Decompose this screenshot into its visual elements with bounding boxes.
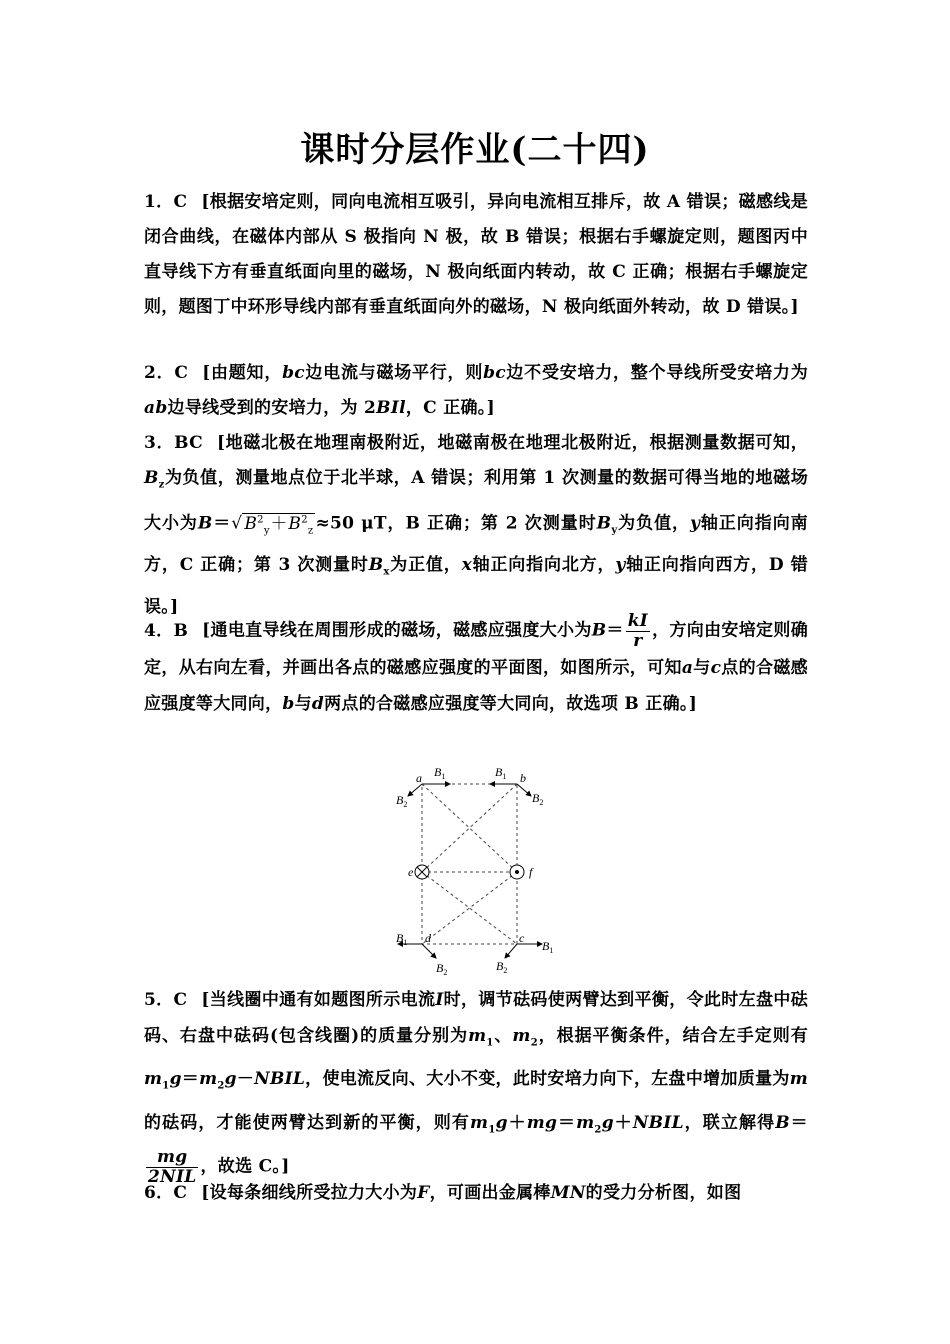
var: m — [512, 1026, 531, 1046]
label-b2-c: $B_2$ — [496, 959, 508, 975]
var: bc — [282, 363, 305, 383]
label-a: a — [416, 771, 422, 785]
current-into-page-icon — [415, 865, 429, 879]
var: B — [244, 514, 258, 535]
fraction — [626, 612, 650, 650]
text: 与 — [693, 658, 711, 679]
label-b1-d: $B_1$ — [396, 931, 408, 947]
subscript: z — [307, 525, 314, 537]
label-b1-c: $B_1$ — [542, 939, 554, 955]
text: ，使电流反向、大小不变，此时安培力向下，左盘中增加质量为 — [305, 1069, 790, 1090]
label-b2-b: $B_2$ — [532, 791, 544, 807]
sqrt-expression: √ $B^2_y+B^2_z$ — [231, 514, 314, 537]
text: 边导线受到的安培力，为 2 — [167, 398, 377, 418]
text: ，故选 C。] — [200, 1156, 290, 1177]
var: B — [368, 555, 384, 576]
subscript: y — [263, 525, 270, 537]
text: ≈50 μT，B 正确；第 2 次测量时 — [315, 514, 597, 535]
answer-1 — [144, 185, 808, 325]
subscript: 2 — [530, 1037, 538, 1049]
text: 与 — [294, 694, 312, 715]
label-b2-d: $B_2$ — [436, 961, 448, 977]
text: [由题知， — [202, 363, 283, 383]
var: NBIL — [254, 1069, 306, 1090]
text: 轴正向指向南方，C 正确；第 3 次测量时 — [144, 514, 808, 576]
text: ＝ — [606, 620, 624, 641]
var: m — [470, 1112, 489, 1133]
var: ab — [144, 398, 168, 418]
label-e: e — [408, 865, 414, 879]
text: 、 — [493, 1026, 513, 1046]
text: － — [236, 1069, 255, 1090]
answer-number: 3．BC — [144, 433, 203, 453]
var: m — [144, 1069, 163, 1090]
text: 时，调节砝码使两臂达到平衡，令此时左盘中砝码、右盘中砝码(包含线圈)的质量分别为 — [144, 990, 808, 1046]
superscript: 2 — [257, 514, 264, 526]
text: 为负值，测量地点位于北半球，A 错误；利用第 1 次测量的数据可得当地的地磁场大小为 — [144, 468, 808, 535]
var: g — [495, 1112, 508, 1133]
var: BIl — [376, 398, 406, 418]
text: 边不受安培力，整个导线所受安培力为 — [505, 363, 808, 383]
subscript: x — [383, 566, 390, 578]
var: MN — [550, 1183, 586, 1203]
var: B — [596, 514, 612, 535]
var: y — [690, 514, 701, 535]
text: ＋ — [613, 1112, 633, 1133]
dashed-frame — [422, 784, 517, 944]
var: I — [435, 990, 444, 1010]
label-d: d — [425, 931, 431, 945]
var: bc — [483, 363, 506, 383]
text: [当线圈中通有如题图所示电流 — [201, 990, 436, 1010]
text: ，联立解得 — [683, 1112, 776, 1133]
text: 的砝码，才能使两臂达到新的平衡，则有 — [144, 1112, 471, 1133]
text: ，方向由安培定则确定，从右向左看，并画出各点的磁感应强度的平面图，如图所示，可知 — [144, 620, 808, 679]
var: m — [199, 1069, 218, 1090]
text: [设每条细线所受拉力大小为 — [201, 1183, 418, 1203]
text: 两点的合磁感应强度等大同向，故选项 B 正确。] — [324, 694, 698, 715]
subscript: z — [158, 479, 165, 491]
text: 轴正向指向西方，D 错误。] — [144, 555, 808, 617]
subscript: 2 — [594, 1124, 602, 1136]
answer-number: 5．C — [144, 990, 188, 1010]
text: [通电直导线在周围形成的磁场，磁感应强度大小为 — [202, 620, 592, 641]
var: y — [615, 555, 626, 576]
text: 边电流与磁场平行，则 — [304, 363, 484, 383]
var: B — [591, 620, 607, 641]
answer-number: 4．B — [144, 620, 189, 641]
answer-number: 6．C — [144, 1183, 188, 1203]
var: B — [197, 514, 213, 535]
superscript: 2 — [301, 514, 308, 526]
text: 的受力分析图，如图 — [585, 1183, 742, 1203]
var: d — [311, 694, 325, 715]
subscript: 2 — [217, 1080, 225, 1092]
label-b1-b: $B_1$ — [495, 765, 507, 781]
subscript: 1 — [486, 1037, 494, 1049]
var: b — [282, 694, 295, 715]
subscript: y — [611, 525, 618, 537]
text: ＝ — [557, 1112, 577, 1133]
denominator: 2NIL — [148, 1166, 197, 1187]
text: 轴正向指向北方， — [472, 555, 616, 576]
text: 为正值， — [389, 555, 462, 576]
text: ＋ — [507, 1112, 527, 1133]
label-b2-a: $B_2$ — [396, 793, 408, 809]
answer-6 — [144, 1176, 808, 1211]
subscript: 1 — [162, 1080, 170, 1092]
answer-3 — [144, 426, 808, 625]
text: 点的合磁感应强度等大同向， — [144, 658, 808, 715]
label-b1-a: $B_1$ — [434, 765, 446, 781]
current-out-of-page-icon — [510, 865, 524, 879]
text: ，C 正确。] — [405, 398, 495, 418]
text: ＝ — [789, 1112, 808, 1133]
denominator: r — [633, 630, 643, 651]
magnetic-field-diagram — [392, 762, 562, 980]
answer-number: 2．C — [144, 363, 189, 383]
var: m — [468, 1026, 487, 1046]
label-f: f — [529, 865, 533, 879]
answer-4 — [144, 612, 808, 722]
text: ，可画出金属棒 — [429, 1183, 551, 1203]
var: c — [710, 658, 722, 679]
var: B — [288, 514, 302, 535]
subscript: 1 — [488, 1124, 496, 1136]
answer-2 — [144, 356, 808, 426]
answer-5 — [144, 982, 808, 1187]
var: B — [775, 1112, 790, 1133]
var: mg — [526, 1112, 558, 1133]
label-c: c — [519, 931, 525, 945]
var: a — [681, 658, 694, 679]
answer-number: 1．C — [144, 192, 188, 212]
var: m — [789, 1069, 808, 1090]
var: F — [417, 1183, 430, 1203]
var: g — [169, 1069, 182, 1090]
numerator: mg — [146, 1148, 198, 1168]
answer-text: [根据安培定则，同向电流相互吸引，异向电流相互排斥，故 A 错误；磁感线是闭合曲线，在磁体内部从 S 极指向 N 极，故 B 错误；根据右手螺旋定则，题图丙中直导线下方有垂直纸面向里的磁场，N 极向纸面内转动，故 C 正确；根据右手螺旋定则，题图丁中环形导线内部有垂直纸面向外的磁场，N 极向纸面外转动，故 D 错误。] — [144, 192, 808, 317]
var: x — [461, 555, 473, 576]
text: ，根据平衡条件，结合左手定则有 — [537, 1026, 808, 1046]
text: 为负值， — [617, 514, 690, 535]
text: ＋ — [269, 514, 289, 535]
text: [地磁北极在地理南极附近，地磁南极在地理北极附近，根据测量数据可知， — [216, 433, 808, 453]
var: g — [224, 1069, 237, 1090]
var: NBIL — [632, 1112, 684, 1133]
text: ＝ — [212, 514, 232, 535]
page-title: 课时分层作业(二十四) — [300, 130, 650, 170]
var: B — [144, 468, 159, 488]
text: ＝ — [181, 1069, 200, 1090]
var: m — [576, 1112, 595, 1133]
label-b: b — [520, 771, 526, 785]
var: g — [601, 1112, 614, 1133]
numerator: kI — [627, 611, 649, 631]
